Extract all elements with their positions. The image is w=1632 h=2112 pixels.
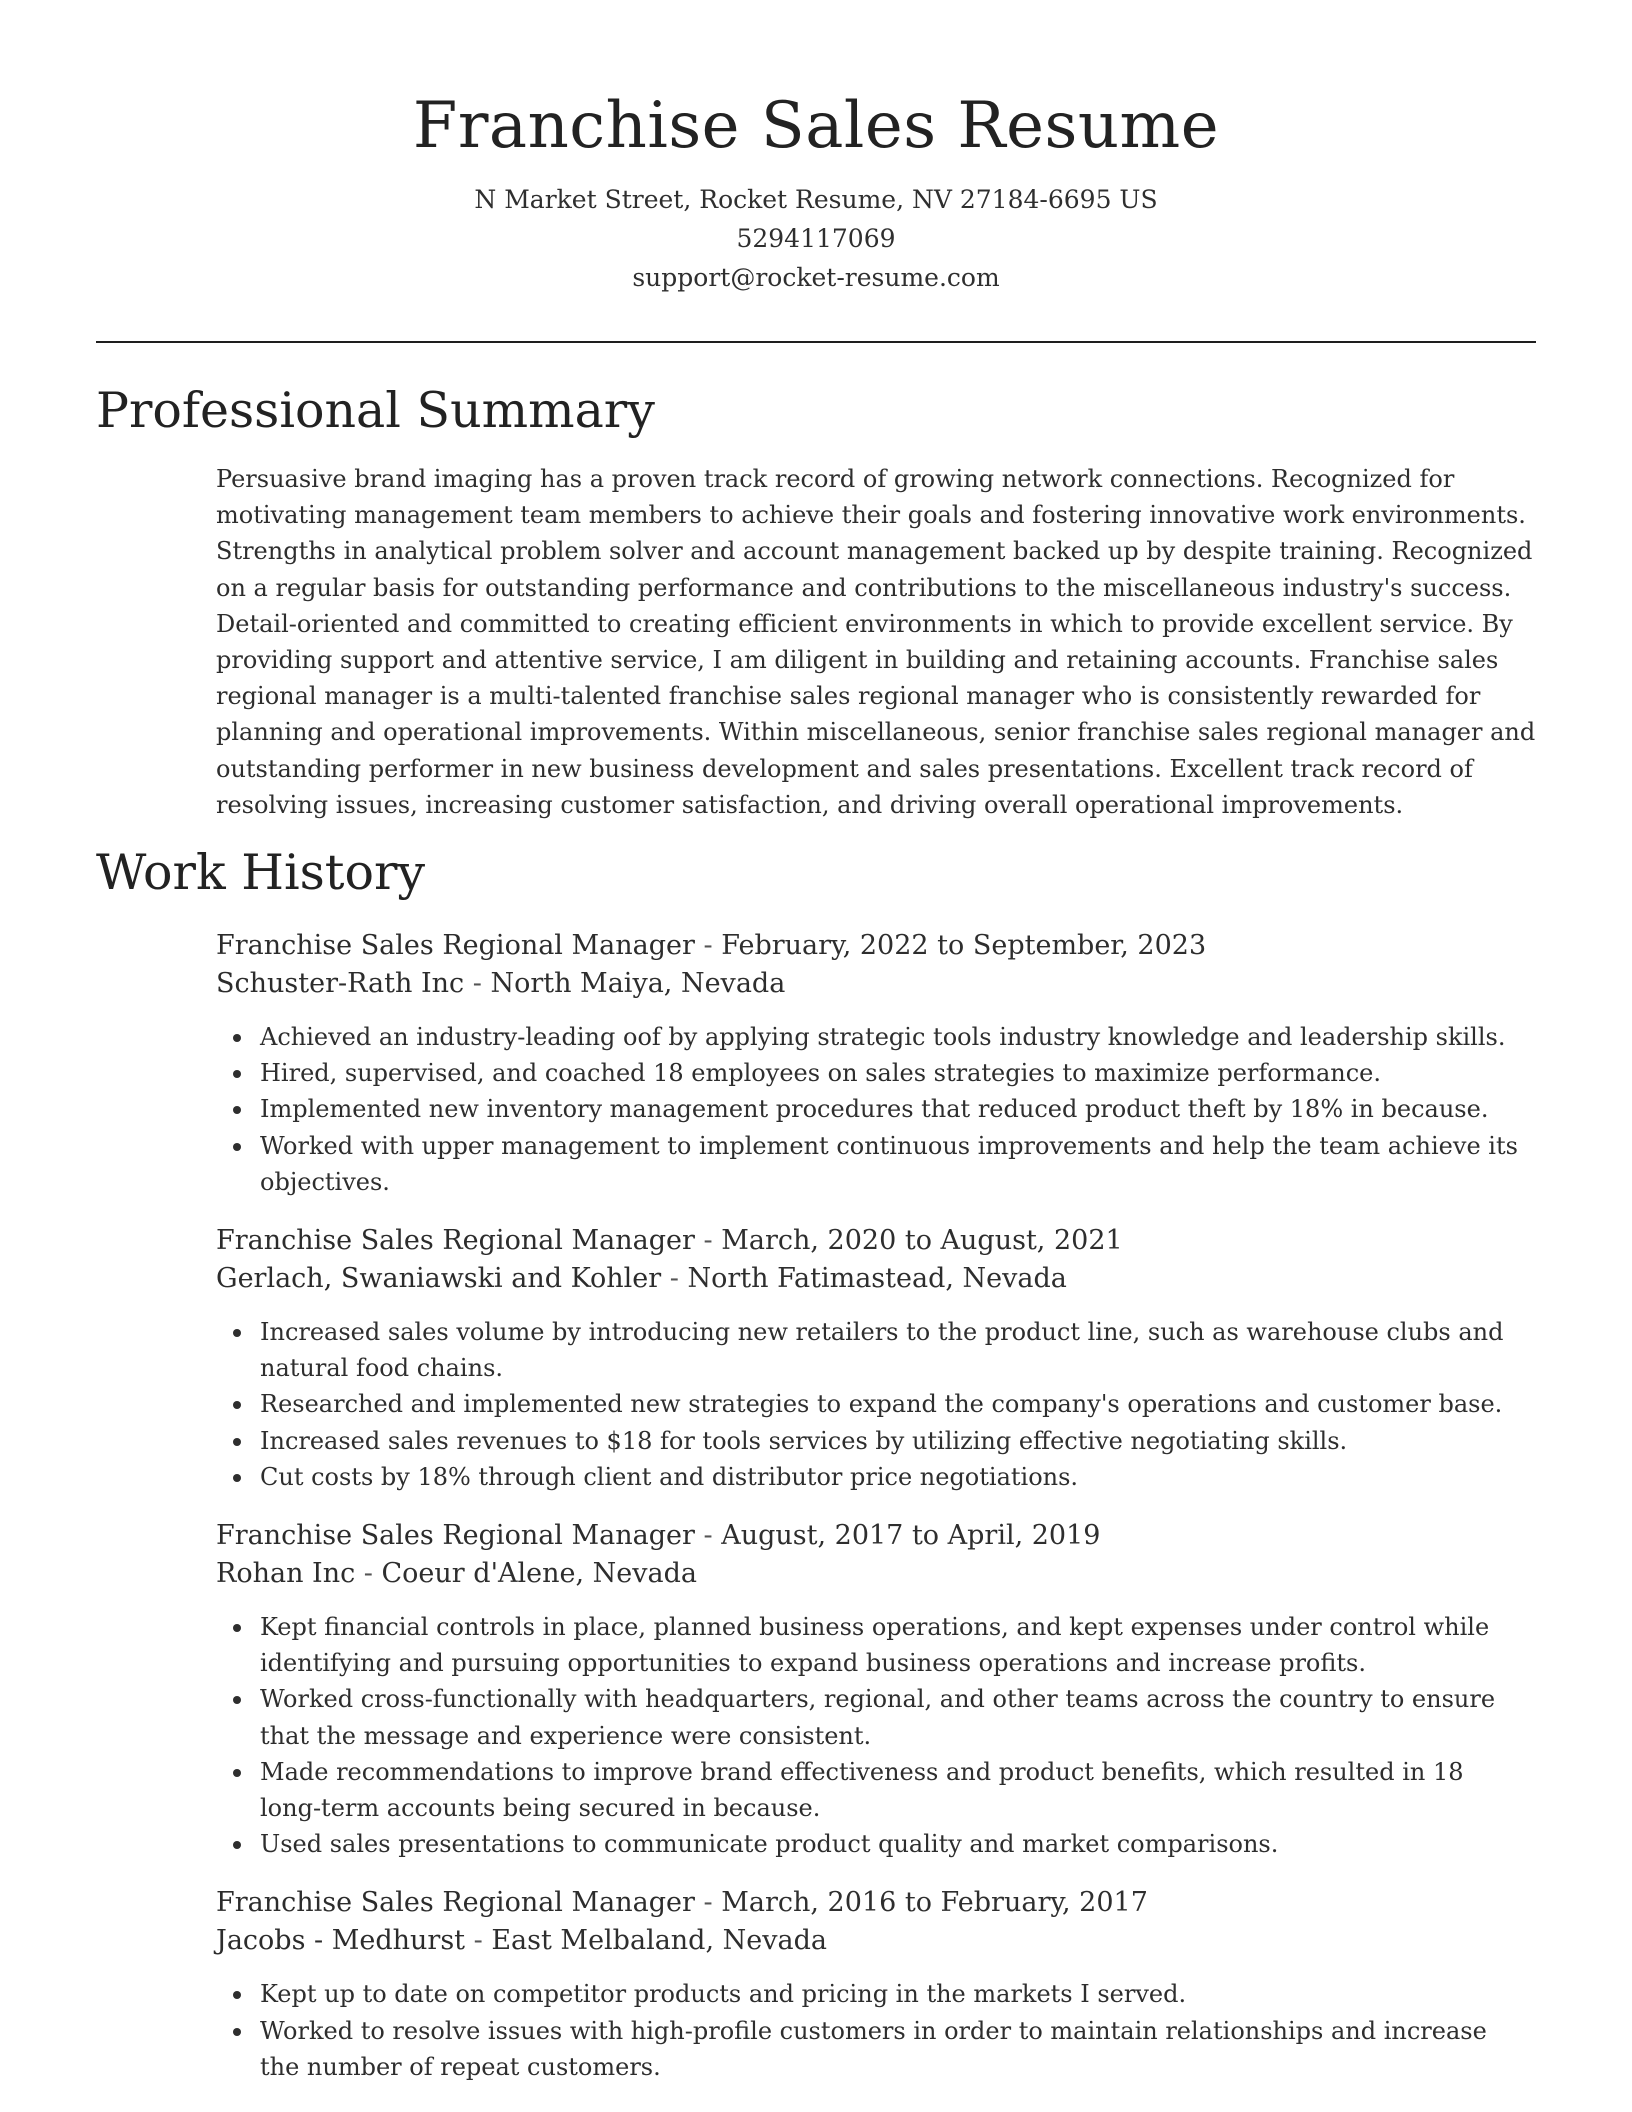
contact-address: N Market Street, Rocket Resume, NV 27184-6695 US: [474, 185, 1158, 214]
job-bullets: [216, 1314, 1536, 1495]
job-dates: March, 2016 to February, 2017: [721, 1887, 1148, 1919]
job-company-line: [216, 1260, 1536, 1298]
separator: -: [355, 1558, 382, 1590]
job-location: North Fatimastead, Nevada: [687, 1263, 1067, 1295]
bullet-item: Worked cross-functionally with headquarters, regional, and other teams across the country to ensure that the message and experience were consistent.: [260, 1681, 1536, 1753]
job-bullets: [216, 1609, 1536, 1862]
bullet-item: Cut costs by 18% through client and distributor price negotiations.: [260, 1459, 1536, 1495]
job-bullets: [216, 1019, 1536, 1200]
job-title: Franchise Sales Regional Manager: [216, 930, 695, 961]
separator: -: [694, 930, 722, 961]
work-history-list: [216, 927, 1536, 2107]
bullet-item: Increased sales revenues to $18 for tools services by utilizing effective negotiating skills.: [260, 1423, 1536, 1459]
job-title: Franchise Sales Regional Manager: [216, 1225, 695, 1257]
job-title: Franchise Sales Regional Manager: [216, 1887, 695, 1919]
job-entry: [216, 1884, 1536, 2085]
separator: -: [694, 1887, 722, 1919]
separator: -: [661, 1263, 688, 1295]
summary-text: Persuasive brand imaging has a proven track record of growing network connections. Recognized for motivating management team members to achieve their goals and fostering innovative work environments. Strengths in analytical problem solver and account management backed up by despite training. Recognized on a regular basis for outstanding performance and contributions to the miscellaneous industry's success. Detail-oriented and committed to creating efficient environments in which to provide excellent service. By providing support and attentive service, I am diligent in building and retaining accounts. Franchise sales regional manager is a multi-talented franchise sales regional manager who is consistently rewarded for planning and operational improvements. Within miscellaneous, senior franchise sales regional manager and outstanding performer in new business development and sales presentations. Excellent track record of resolving issues, increasing customer satisfaction, and driving overall operational improvements.: [216, 465, 1536, 819]
bullet-item: Achieved an industry-leading oof by applying strategic tools industry knowledge and leadership skills.: [260, 1019, 1536, 1055]
bullet-item: Made recommendations to improve brand effectiveness and product benefits, which resulted in 18 long-term accounts being secured in because.: [260, 1754, 1536, 1826]
job-company: Jacobs - Medhurst: [216, 1925, 466, 1957]
job-company: Schuster-Rath Inc: [216, 968, 465, 999]
job-company: Rohan Inc: [216, 1558, 356, 1590]
separator: -: [465, 1925, 492, 1957]
work-history-heading: Work History: [96, 844, 426, 901]
job-entry: [216, 1517, 1536, 1862]
header-divider: [96, 341, 1536, 343]
contact-email: support@rocket-resume.com: [632, 263, 1000, 292]
job-title-line: [216, 1222, 1536, 1260]
contact-phone: 5294117069: [736, 224, 896, 253]
job-company: Gerlach, Swaniawski and Kohler: [216, 1263, 662, 1295]
job-title-line: [216, 927, 1536, 965]
job-company-line: [216, 1555, 1536, 1593]
job-company-line: [216, 1922, 1536, 1960]
job-title-line: [216, 1517, 1536, 1555]
bullet-item: Kept up to date on competitor products and pricing in the markets I served.: [260, 1976, 1536, 2012]
separator: -: [694, 1520, 722, 1552]
job-dates: August, 2017 to April, 2019: [721, 1520, 1101, 1552]
contact-info: [0, 180, 1632, 297]
job-location: North Maiya, Nevada: [490, 968, 786, 999]
bullet-item: Implemented new inventory management procedures that reduced product theft by 18% in because.: [260, 1091, 1536, 1127]
job-location: Coeur d'Alene, Nevada: [381, 1558, 697, 1590]
job-company-line: [216, 965, 1536, 1003]
job-location: East Melbaland, Nevada: [491, 1925, 827, 1957]
job-entry: [216, 927, 1536, 1200]
job-dates: February, 2022 to September, 2023: [721, 930, 1207, 961]
job-entry: [216, 1222, 1536, 1495]
job-bullets: [216, 1976, 1536, 2085]
resume-header: [0, 0, 1632, 297]
resume-title: Franchise Sales Resume: [412, 89, 1220, 163]
bullet-item: Worked to resolve issues with high-profile customers in order to maintain relationships and increase the number of repeat customers.: [260, 2013, 1536, 2085]
bullet-item: Increased sales volume by introducing new retailers to the product line, such as warehouse clubs and natural food chains.: [260, 1314, 1536, 1386]
summary-heading: Professional Summary: [96, 382, 655, 439]
job-dates: March, 2020 to August, 2021: [721, 1225, 1123, 1257]
bullet-item: Kept financial controls in place, planned business operations, and kept expenses under control while identifying and pursuing opportunities to expand business operations and increase profits.: [260, 1609, 1536, 1681]
bullet-item: Worked with upper management to implement continuous improvements and help the team achieve its objectives.: [260, 1128, 1536, 1200]
bullet-item: Used sales presentations to communicate product quality and market comparisons.: [260, 1826, 1536, 1862]
bullet-item: Researched and implemented new strategies to expand the company's operations and customer base.: [260, 1386, 1536, 1422]
job-title-line: [216, 1884, 1536, 1922]
separator: -: [464, 968, 491, 999]
job-title: Franchise Sales Regional Manager: [216, 1520, 695, 1552]
bullet-item: Hired, supervised, and coached 18 employees on sales strategies to maximize performance.: [260, 1055, 1536, 1091]
separator: -: [694, 1225, 722, 1257]
